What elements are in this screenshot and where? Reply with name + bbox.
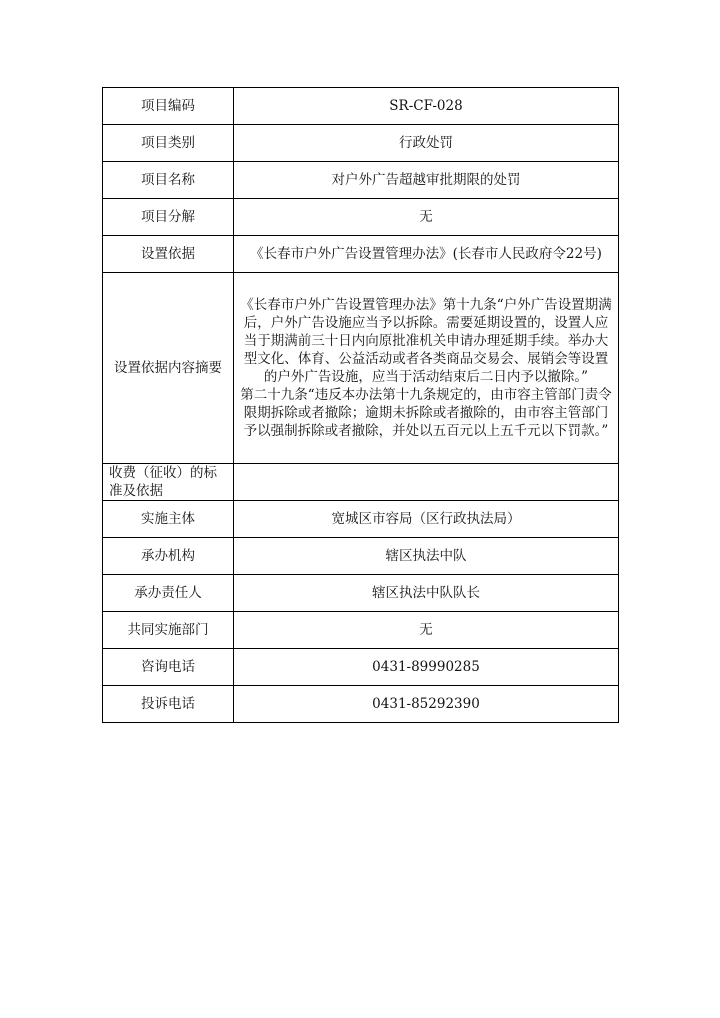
row-label-agency: 承办机构 — [103, 538, 234, 575]
row-value-agency: 辖区执法中队 — [234, 538, 619, 575]
row-value-name: 对户外广告超越审批期限的处罚 — [234, 162, 619, 199]
summary-paragraph-2: 第二十九条“违反本办法第十九条规定的，由市容主管部门责令限期拆除或者撤除；逾期未拆除或者撤除的，由市容主管部门予以强制拆除或者撤除，并处以五百元以上五千元以下罚款。” — [240, 387, 612, 439]
row-value-joint-dept: 无 — [234, 612, 619, 649]
table-row — [103, 501, 619, 538]
row-label-responsible: 承办责任人 — [103, 575, 234, 612]
row-value-basis-summary — [234, 273, 619, 464]
row-label-subject: 实施主体 — [103, 501, 234, 538]
row-label-breakdown: 项目分解 — [103, 199, 234, 236]
row-value-inquiry-phone: 0431-89990285 — [234, 649, 619, 686]
table-row — [103, 273, 619, 464]
table-row — [103, 686, 619, 723]
row-label-complaint-phone: 投诉电话 — [103, 686, 234, 723]
table-row — [103, 236, 619, 273]
table-row — [103, 199, 619, 236]
table-row — [103, 612, 619, 649]
row-label-basis: 设置依据 — [103, 236, 234, 273]
row-label-joint-dept: 共同实施部门 — [103, 612, 234, 649]
row-label-code: 项目编码 — [103, 88, 234, 125]
info-table — [102, 87, 619, 723]
table-row — [103, 88, 619, 125]
row-value-responsible: 辖区执法中队队长 — [234, 575, 619, 612]
table-row — [103, 464, 619, 501]
summary-paragraph-1: 《长春市户外广告设置管理办法》第十九条“户外广告设置期满后，户外广告设施应当予以拆除。需要延期设置的，设置人应当于期满前三十日内向原批准机关申请办理延期手续。举办大型文化、体育、公益活动或者各类商品交易会、展销会等设置的户外广告设施，应当于活动结束后二日内予以撤除。” — [240, 297, 612, 385]
row-value-category: 行政处罚 — [234, 125, 619, 162]
row-label-category: 项目类别 — [103, 125, 234, 162]
row-label-inquiry-phone: 咨询电话 — [103, 649, 234, 686]
table-row — [103, 162, 619, 199]
table-row — [103, 649, 619, 686]
row-label-basis-summary: 设置依据内容摘要 — [103, 273, 234, 464]
row-value-code: SR-CF-028 — [234, 88, 619, 125]
row-label-fee-standard: 收费（征收）的标准及依据 — [103, 464, 234, 501]
row-label-name: 项目名称 — [103, 162, 234, 199]
row-value-subject: 宽城区市容局（区行政执法局） — [234, 501, 619, 538]
row-value-complaint-phone: 0431-85292390 — [234, 686, 619, 723]
row-value-fee-standard — [234, 464, 619, 501]
row-value-breakdown: 无 — [234, 199, 619, 236]
table-row — [103, 125, 619, 162]
table-row — [103, 538, 619, 575]
table-row — [103, 575, 619, 612]
row-value-basis: 《长春市户外广告设置管理办法》(长春市人民政府令22号) — [234, 236, 619, 273]
